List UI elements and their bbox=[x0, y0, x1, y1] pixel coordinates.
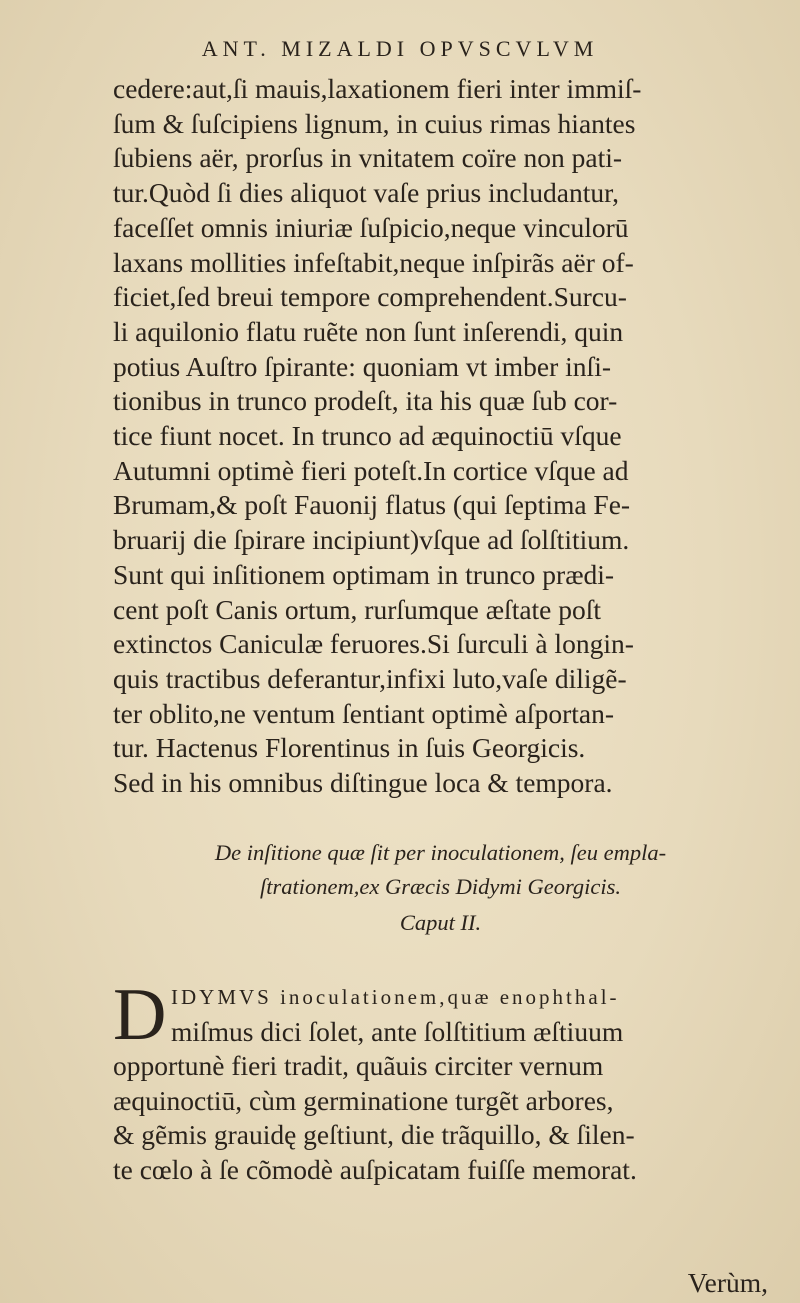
running-header: ANT. MIZALDI OPVSCVLVM bbox=[201, 36, 599, 61]
text-line: tionibus in trunco prodeſt, ita his quæ ſub cor- bbox=[113, 385, 618, 417]
text-line: quis tractibus deferantur,infixi luto,vaſe diligẽ- bbox=[113, 662, 627, 694]
text-line: ficiet,ſed breui tempore comprehendent.Surcu- bbox=[113, 281, 627, 313]
chapter-heading bbox=[113, 836, 768, 940]
catchword: Verùm, bbox=[687, 1267, 768, 1298]
chapter-heading-line: ſtrationem,ex Græcis Didymi Georgicis. bbox=[260, 874, 621, 899]
text-line: bruarij die ſpirare incipiunt)vſque ad ſolſtitium. bbox=[113, 524, 630, 556]
text-line: li aquilonio flatu ruẽte non ſunt inſerendi, quin bbox=[113, 315, 624, 347]
text-line: Sed in his omnibus diſtingue loca & tempora. bbox=[113, 767, 613, 799]
chapter-number: Caput II. bbox=[399, 910, 482, 935]
drop-cap: D bbox=[113, 974, 167, 1056]
text-line: potius Auſtro ſpirante: quoniam vt imber inſi- bbox=[113, 350, 611, 382]
text-line: faceſſet omnis iniuriæ ſuſpicio,neque vinculorū bbox=[113, 211, 629, 243]
text-line: cent poſt Canis ortum, rurſumque æſtate poſt bbox=[113, 593, 602, 625]
text-line: IDYMVS inoculationem,quæ enophthal- bbox=[171, 985, 620, 1009]
text-line: miſmus dici ſolet, ante ſolſtitium æſtiuum bbox=[171, 1015, 624, 1047]
text-line: opportunè fieri tradit, quãuis circiter vernum bbox=[113, 1050, 604, 1082]
main-text-block bbox=[113, 72, 768, 801]
text-line: ter oblito,ne ventum ſentiant optimè aſportan- bbox=[113, 697, 614, 729]
text-line: Autumni optimè fieri poteſt.In cortice vſque ad bbox=[113, 454, 629, 486]
text-line: laxans mollities infeſtabit,neque inſpirãs aër of- bbox=[113, 246, 634, 278]
text-line: tur. Hactenus Florentinus in ſuis Georgicis. bbox=[113, 732, 586, 764]
text-line: cedere:aut,ſi mauis,laxationem fieri inter immiſ- bbox=[113, 73, 642, 104]
text-line: ſubiens aër, prorſus in vnitatem coïre non pati- bbox=[113, 142, 623, 174]
text-line: & gẽmis grauidę geſtiunt, die trãquillo, & ſilen- bbox=[113, 1119, 635, 1151]
text-line: æquinoctiū, cùm germinatione turgẽt arbores, bbox=[113, 1084, 614, 1116]
text-line: ſum & ſuſcipiens lignum, in cuius rimas hiantes bbox=[113, 107, 636, 139]
text-line: Sunt qui inſitionem optimam in trunco prædi- bbox=[113, 558, 615, 590]
chapter-heading-line: De inſitione quæ ſit per inoculationem, ſeu empla- bbox=[214, 840, 667, 865]
text-line: tice fiunt nocet. In trunco ad æquinoctiū vſque bbox=[113, 420, 622, 452]
text-line: Brumam,& poſt Fauonij flatus (qui ſeptima Fe- bbox=[113, 489, 631, 521]
chapter-text-block bbox=[113, 974, 768, 1188]
text-line: te cœlo à ſe cõmodè auſpicatam fuiſſe memorat. bbox=[113, 1153, 637, 1185]
text-line: extinctos Caniculæ feruores.Si ſurculi à longin- bbox=[113, 628, 634, 660]
text-line: tur.Quòd ſi dies aliquot vaſe prius includantur, bbox=[113, 177, 620, 209]
